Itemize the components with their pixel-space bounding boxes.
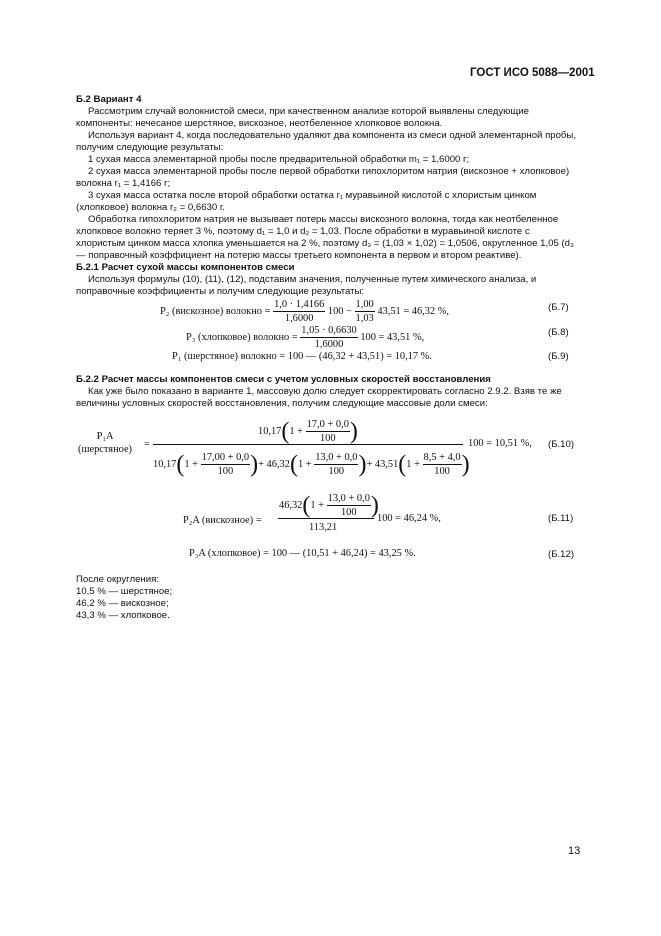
rounding-line-3: 43,3 % — хлопковое. [76, 610, 170, 621]
list-item-2: 2 сухая масса элементарной пробы после первой обработки гипохлоритом натрия (вискозное + хлопковое) волокна r₁ = 1,4166 г; [76, 166, 570, 189]
eq-b11-label: (Б.11) [548, 513, 574, 524]
eq-b8-fraction: $\frac{1,05 \cdot 0,6630}{1,6000}$ [301, 325, 357, 350]
equation-b8 [186, 324, 424, 351]
rounding-title: После округления: [76, 574, 159, 585]
equation-b7 [160, 298, 449, 325]
eq-b8-lhs: P₃ (хлопковое) волокно = [186, 331, 298, 343]
section-b21-paragraph: Используя формулы (10), (11), (12), подставим значения, полученные путем химического анализа, и поправочные коэффициенты и получим следующие результаты: [76, 274, 537, 297]
page-number: 13 [568, 845, 581, 857]
eq-b7-lhs: P₂ (вискозное) волокно = [160, 305, 271, 317]
eq-b10-label: (Б.10) [548, 439, 575, 450]
eq-b10-equals: = [144, 439, 150, 450]
equation-b12: P₃A (хлопковое) = 100 — (10,51 + 46,24) = 43,25 %. [189, 548, 416, 559]
section-b2-paragraph-2: Используя вариант 4, когда последовательно удаляют два компонента из смеси одной элементарной пробы, получим следующие результаты: [76, 130, 576, 153]
eq-b11-denominator: 113,21 [309, 522, 338, 533]
eq-b10-rhs: 100 = 10,51 %, [468, 438, 532, 449]
eq-b7-mid: 100 − [327, 305, 352, 317]
eq-b7-fraction-1: $\frac{1,0 \cdot 1,4166}{1,6000}$ [274, 299, 325, 324]
section-b2-paragraph-1: Рассмотрим случай волокнистой смеси, при качественном анализе которой выявлены следующие компоненты: нечесаное шерстяное, вискозное, неотбеленное хлопковое волокна. [76, 106, 529, 129]
eq-b10-denominator: 10,17(1 + $\frac{17,00 + 0,0}{100}$ )+ 46,32(1 + $\frac{13,0 + 0,0}{100}$ )+ 43,51(1 + $\frac{8,5 + 4,0}{100}$ ) [153, 451, 470, 478]
eq-b11-numerator: 46,32(1 + $\frac{13,0 + 0,0}{100}$ ) [279, 492, 379, 519]
eq-b11-fraction-bar [278, 518, 374, 519]
list-item-1: 1 сухая масса элементарной пробы после предварительной обработки m₁ = 1,6000 г; [88, 154, 470, 165]
eq-b7-fraction-2: $\frac{1,00}{1,03}$ [355, 299, 374, 324]
eq-b8-rhs: 100 = 43,51 %, [360, 331, 425, 343]
rounding-line-1: 10,5 % — шерстяное; [76, 586, 173, 597]
section-b22-paragraph: Как уже было показано в варианте 1, массовую долю следует скорректировать согласно 2.9.2. Взяв те же величины условных скоростей восстановления, получим следующие массовые доли смеси: [76, 386, 562, 409]
rounding-line-2: 46,2 % — вискозное; [76, 598, 169, 609]
document-code: ГОСТ ИСО 5088—2001 [470, 67, 595, 79]
eq-b9-label: (Б.9) [548, 351, 569, 362]
eq-b10-numerator: 10,17(1 + $\frac{17,0 + 0,0}{100}$ ) [258, 418, 358, 445]
eq-b10-main-fraction-bar [153, 444, 463, 445]
eq-b11-rhs: 100 = 46,24 %, [377, 513, 441, 524]
eq-b7-label: (Б.7) [548, 302, 569, 313]
eq-b10-lhs-symbol: P₁A [96, 431, 114, 442]
eq-b7-rhs: 43,51 = 46,32 %, [377, 305, 450, 317]
list-item-3: 3 сухая масса остатка после второй обработки остатка r₁ муравьиной кислотой с хлористым цинком (хлопковое) волокна r₂ = 0,6630 г. [76, 190, 537, 213]
section-b21-heading: Б.2.1 Расчет сухой массы компонентов смеси [76, 262, 295, 273]
eq-b10-lhs [78, 430, 132, 456]
eq-b10-lhs-name: (шерстяное) [78, 444, 133, 455]
section-b2-paragraph-3: Обработка гипохлоритом натрия не вызывает потерь массы вискозного волокна, тогда как неотбеленное хлопковое волокно теряет 3 %, поэтому d₁ = 1,0 и d₂ = 1,03. После обработки в муравьиной кислоте с хлористым цинком масса хлопка уменьшается на 2 %, поэтому d₃ = (1,03 × 1,02) = 1,0506, округленное 1,05 (d₃ — поправочный коэффициент на потерю массы третьего компонента в первом и втором реактиве). [76, 214, 574, 261]
eq-b8-label: (Б.8) [548, 327, 569, 338]
eq-b11-lhs: P₂A (вискозное) = [183, 515, 262, 526]
section-b22-heading: Б.2.2 Расчет массы компонентов смеси с учетом условных скоростей восстановления [76, 374, 491, 385]
equation-b9: P₁ (шерстяное) волокно = 100 — (46,32 + 43,51) = 10,17 %. [172, 351, 432, 362]
eq-b12-label: (Б.12) [548, 549, 575, 560]
section-b2-heading: Б.2 Вариант 4 [76, 94, 142, 105]
